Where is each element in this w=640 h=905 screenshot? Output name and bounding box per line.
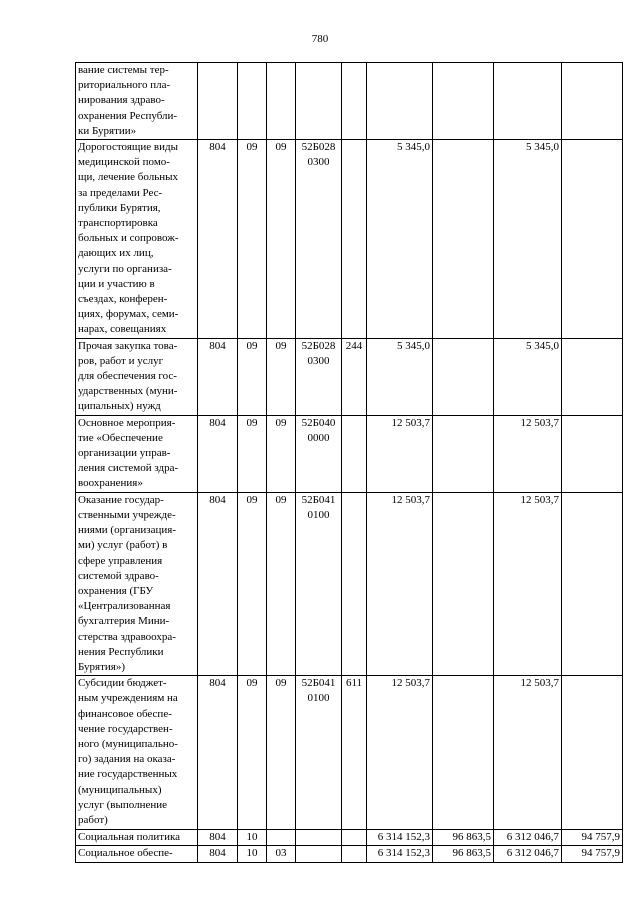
cell-ministry-code: 804 — [198, 846, 238, 862]
cell-subsection-code: 09 — [267, 338, 296, 415]
item-name-line: воохранения» — [78, 477, 143, 490]
cell-target-article-code — [296, 846, 342, 862]
target-article-code-line: 52Б041 — [301, 493, 336, 506]
cell-subsection-code: 09 — [267, 492, 296, 675]
cell-amount-total-2: 12 503,7 — [494, 676, 562, 830]
item-name-line: ки Бурятии» — [78, 124, 137, 137]
item-name-line: организации управ- — [78, 447, 171, 460]
cell-amount-total-2: 6 312 046,7 — [494, 846, 562, 862]
cell-section-code: 10 — [238, 846, 267, 862]
target-article-code-line: 0300 — [307, 156, 330, 169]
item-name-line: публики Бурятия, — [78, 201, 161, 214]
item-name-line: Социальная политика — [78, 831, 181, 844]
item-name-line: финансовое обеспе- — [78, 707, 172, 720]
cell-amount-total — [367, 63, 433, 140]
table-row — [76, 492, 623, 675]
cell-amount-subventions — [433, 676, 494, 830]
item-name-line: Субсидии бюджет- — [78, 677, 167, 690]
item-name-line: нарах, совещаниях — [78, 323, 167, 336]
item-name-line: больных и сопровож- — [78, 232, 179, 245]
item-name-line: Основное мероприя- — [78, 416, 176, 429]
cell-expense-type-code — [342, 140, 367, 339]
item-name-line: ниями (организация- — [78, 524, 176, 537]
cell-amount-subventions-2 — [562, 492, 623, 675]
item-name-line: ления системой здра- — [78, 462, 179, 475]
item-name-line: го) задания на оказа- — [78, 753, 176, 766]
target-article-code-line: 0100 — [307, 508, 330, 521]
cell-expense-type-code — [342, 846, 367, 862]
cell-amount-total: 12 503,7 — [367, 676, 433, 830]
cell-target-article-code — [296, 492, 342, 675]
cell-subsection-code: 09 — [267, 415, 296, 492]
item-name-line: ударственных (муни- — [78, 385, 178, 398]
cell-section-code — [238, 63, 267, 140]
cell-item-name — [76, 415, 198, 492]
cell-amount-subventions: 96 863,5 — [433, 830, 494, 846]
cell-target-article-code — [296, 676, 342, 830]
cell-section-code: 09 — [238, 415, 267, 492]
table-row — [76, 676, 623, 830]
budget-table — [75, 62, 623, 863]
item-name-line: циях, форумах, семи- — [78, 308, 179, 321]
table-row — [76, 140, 623, 339]
item-name-line: дающих их лиц, — [78, 247, 154, 260]
table-row — [76, 830, 623, 846]
cell-target-article-code — [296, 415, 342, 492]
item-name-line: Бурятия») — [78, 660, 126, 673]
item-name-line: нирования здраво- — [78, 94, 165, 107]
cell-target-article-code — [296, 140, 342, 339]
item-name-line: ров, работ и услуг — [78, 354, 164, 367]
cell-section-code: 10 — [238, 830, 267, 846]
target-article-code-line: 52Б041 — [301, 677, 336, 690]
cell-item-name — [76, 63, 198, 140]
item-name-line: ции и участию в — [78, 277, 155, 290]
cell-amount-subventions: 96 863,5 — [433, 846, 494, 862]
cell-amount-total-2: 5 345,0 — [494, 338, 562, 415]
cell-expense-type-code — [342, 492, 367, 675]
cell-amount-subventions-2 — [562, 676, 623, 830]
item-name-line: щи, лечение больных — [78, 171, 179, 184]
item-name-line: «Централизованная — [78, 600, 171, 613]
item-name-line: чение государствен- — [78, 722, 173, 735]
item-name-line: за пределами Рес- — [78, 186, 163, 199]
item-name-line: охранения (ГБУ — [78, 584, 154, 597]
cell-amount-total: 6 314 152,3 — [367, 846, 433, 862]
cell-section-code: 09 — [238, 338, 267, 415]
item-name-line: системой здраво- — [78, 569, 159, 582]
item-name-line: бухгалтерия Мини- — [78, 615, 170, 628]
cell-amount-subventions-2: 94 757,9 — [562, 846, 623, 862]
cell-amount-subventions-2 — [562, 338, 623, 415]
cell-amount-total: 5 345,0 — [367, 338, 433, 415]
cell-expense-type-code — [342, 830, 367, 846]
cell-target-article-code — [296, 830, 342, 846]
target-article-code-line: 52Б028 — [301, 141, 336, 154]
cell-subsection-code — [267, 63, 296, 140]
cell-amount-total-2: 6 312 046,7 — [494, 830, 562, 846]
cell-item-name — [76, 140, 198, 339]
cell-ministry-code: 804 — [198, 492, 238, 675]
cell-amount-subventions — [433, 63, 494, 140]
item-name-line: риториального пла- — [78, 79, 171, 92]
cell-amount-total: 12 503,7 — [367, 415, 433, 492]
cell-amount-total-2: 12 503,7 — [494, 415, 562, 492]
cell-expense-type-code: 244 — [342, 338, 367, 415]
item-name-line: Дорогостоящие виды — [78, 141, 178, 154]
item-name-line: услуги по организа- — [78, 262, 172, 275]
cell-subsection-code: 09 — [267, 140, 296, 339]
item-name-line: ственными учрежде- — [78, 508, 176, 521]
item-name-line: тие «Обеспечение — [78, 431, 163, 444]
item-name-line: съездах, конферен- — [78, 293, 168, 306]
cell-amount-total-2: 12 503,7 — [494, 492, 562, 675]
item-name-line: медицинской помо- — [78, 156, 170, 169]
target-article-code-line: 0300 — [307, 354, 330, 367]
table-row — [76, 415, 623, 492]
cell-amount-total-2: 5 345,0 — [494, 140, 562, 339]
cell-amount-total-2 — [494, 63, 562, 140]
item-name-line: ми) услуг (работ) в — [78, 539, 168, 552]
item-name-line: для обеспечения гос- — [78, 370, 177, 383]
cell-ministry-code: 804 — [198, 338, 238, 415]
item-name-line: нения Республики — [78, 645, 164, 658]
cell-target-article-code — [296, 338, 342, 415]
table-row — [76, 846, 623, 862]
item-name-line: Социальное обеспе- — [78, 847, 173, 860]
cell-subsection-code: 03 — [267, 846, 296, 862]
item-name-line: Прочая закупка това- — [78, 339, 178, 352]
cell-amount-subventions — [433, 415, 494, 492]
cell-item-name — [76, 492, 198, 675]
cell-amount-subventions-2 — [562, 415, 623, 492]
item-name-line: ного (муниципально- — [78, 737, 178, 750]
item-name-line: ным учреждениям на — [78, 692, 178, 705]
cell-subsection-code — [267, 830, 296, 846]
cell-section-code: 09 — [238, 492, 267, 675]
cell-amount-subventions-2 — [562, 63, 623, 140]
cell-expense-type-code — [342, 63, 367, 140]
page-number: 780 — [311, 33, 329, 45]
cell-ministry-code: 804 — [198, 676, 238, 830]
cell-amount-total: 12 503,7 — [367, 492, 433, 675]
item-name-line: транспортировка — [78, 217, 158, 230]
item-name-line: Оказание государ- — [78, 493, 164, 506]
cell-amount-subventions-2: 94 757,9 — [562, 830, 623, 846]
target-article-code-line: 0100 — [307, 692, 330, 705]
item-name-line: охранения Республи- — [78, 109, 178, 122]
cell-item-name — [76, 846, 198, 862]
cell-ministry-code — [198, 63, 238, 140]
cell-item-name — [76, 338, 198, 415]
cell-item-name — [76, 676, 198, 830]
cell-amount-subventions — [433, 140, 494, 339]
target-article-code-line: 52Б040 — [301, 416, 336, 429]
cell-item-name — [76, 830, 198, 846]
cell-ministry-code: 804 — [198, 830, 238, 846]
item-name-line: вание системы тер- — [78, 64, 169, 76]
item-name-line: ние государственных — [78, 768, 178, 781]
cell-ministry-code: 804 — [198, 415, 238, 492]
cell-amount-total: 6 314 152,3 — [367, 830, 433, 846]
item-name-line: услуг (выполнение — [78, 798, 168, 811]
cell-amount-subventions-2 — [562, 140, 623, 339]
cell-expense-type-code: 611 — [342, 676, 367, 830]
item-name-line: стерства здравоохра- — [78, 630, 176, 643]
cell-subsection-code: 09 — [267, 676, 296, 830]
item-name-line: (муниципальных) — [78, 783, 162, 796]
cell-section-code: 09 — [238, 140, 267, 339]
cell-section-code: 09 — [238, 676, 267, 830]
cell-amount-subventions — [433, 338, 494, 415]
cell-ministry-code: 804 — [198, 140, 238, 339]
cell-amount-total: 5 345,0 — [367, 140, 433, 339]
target-article-code-line: 52Б028 — [301, 339, 336, 352]
target-article-code-line: 0000 — [307, 431, 330, 444]
cell-target-article-code — [296, 63, 342, 140]
table-row — [76, 63, 623, 140]
item-name-line: ципальных) нужд — [78, 400, 161, 413]
item-name-line: работ) — [78, 813, 108, 826]
table-row — [76, 338, 623, 415]
cell-expense-type-code — [342, 415, 367, 492]
cell-amount-subventions — [433, 492, 494, 675]
item-name-line: сфере управления — [78, 554, 163, 567]
